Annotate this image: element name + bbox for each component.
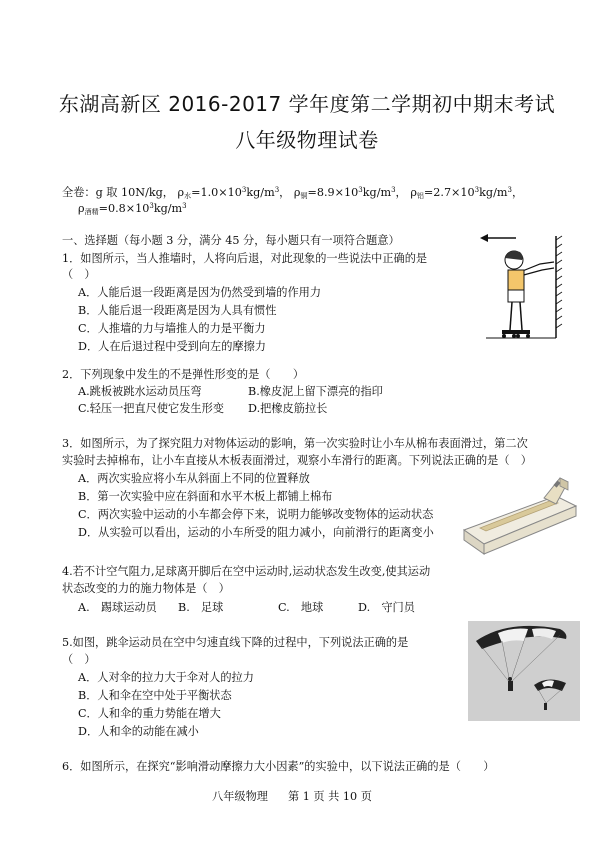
question-2-option-a: A.跳板被跳水运动员压弯 xyxy=(78,385,202,398)
rho-symbol: ρ xyxy=(177,186,185,199)
question-5-stem: 5.如图，跳伞运动员在空中匀速直线下降的过程中，下列说法正确的是 xyxy=(62,636,409,649)
oil-value: =0.8×10 xyxy=(98,202,150,215)
question-6-stem: 6．如图所示，在探究“影响滑动摩擦力大小因素”的实验中，以下说法正确的是（ ） xyxy=(62,760,495,773)
footer-page: 第 1 页 共 10 页 xyxy=(288,790,372,803)
question-2-option-b: B.橡皮泥上留下漂亮的指印 xyxy=(248,385,383,398)
question-5-option-b: B．人和伞在空中处于平衡状态 xyxy=(78,689,232,702)
question-1-option-d: D．人在后退过程中受到向左的摩擦力 xyxy=(78,340,266,353)
constants-line-2 xyxy=(78,199,187,219)
question-5-option-d: D．人和伞的动能在减小 xyxy=(78,725,199,738)
question-1-option-a: A．人能后退一段距离是因为仍然受到墙的作用力 xyxy=(78,286,322,299)
sep: ， xyxy=(279,186,291,199)
unit: kg/m xyxy=(479,186,508,199)
question-1-stem-2: （ ） xyxy=(62,268,96,281)
aluminum-sub: 铝 xyxy=(416,192,424,200)
question-3-option-b: B．第一次实验中应在斜面和水平木板上都铺上棉布 xyxy=(78,490,333,503)
question-3-option-a: A．两次实验应将小车从斜面上不同的位置释放 xyxy=(78,472,310,485)
rho-symbol: ρ xyxy=(293,186,301,199)
question-4-stem: 4.若不计空气阻力,足球离开脚后在空中运动时,运动状态发生改变,使其运动 xyxy=(62,565,431,578)
person-pushing-wall-figure xyxy=(476,226,566,346)
section-heading: 一、选择题（每小题 3 分，满分 45 分，每小题只有一项符合题意） xyxy=(62,234,400,247)
question-5-option-a: A．人对伞的拉力大于伞对人的拉力 xyxy=(78,671,254,684)
unit-exp: 3 xyxy=(391,186,396,194)
question-1-option-b: B．人能后退一段距离是因为人具有惯性 xyxy=(78,304,277,317)
exp: 3 xyxy=(474,186,480,194)
water-sub: 水 xyxy=(184,192,192,200)
question-3-option-d: D．从实验可以看出，运动的小车所受的阻力减小，向前滑行的距离变小 xyxy=(78,526,434,539)
rho-symbol: ρ xyxy=(410,186,417,199)
question-2-option-c: C.轻压一把直尺使它发生形变 xyxy=(78,402,224,415)
page-subtitle: 八年级物理试卷 xyxy=(235,128,379,152)
oil-sub: 酒精 xyxy=(84,208,99,216)
unit-exp: 3 xyxy=(507,186,512,194)
constant-g: g 取 10N/kg， xyxy=(95,186,174,199)
question-3-stem-2: 实验时去掉棉布，让小车直接从木板表面滑过，观察小车滑行的距离。下列说法正确的是（ ） xyxy=(62,454,532,467)
question-1-stem: 1．如图所示，当人推墙时，人将向后退，对此现象的一些说法中正确的是 xyxy=(62,252,428,265)
question-4-option-c: C. 地球 xyxy=(278,601,324,614)
exp: 3 xyxy=(358,186,363,194)
unit-exp: 3 xyxy=(182,202,187,210)
question-4-stem-2: 状态改变的力的施力物体是（ ） xyxy=(62,582,230,595)
question-3-stem: 3．如图所示，为了探究阻力对物体运动的影响，第一次实验时让小车从棉布表面滑过，第二次 xyxy=(62,437,528,450)
unit: kg/m xyxy=(153,202,183,215)
constants-prefix: 全卷： xyxy=(62,186,96,199)
question-4-option-d: D. 守门员 xyxy=(358,601,415,614)
incline-board-figure xyxy=(460,468,580,558)
copper-sub: 铜 xyxy=(300,192,308,200)
question-3-option-c: C．两次实验中运动的小车都会停下来，说明力能够改变物体的运动状态 xyxy=(78,508,434,521)
aluminum-value: =2.7×10 xyxy=(423,186,475,199)
unit: kg/m xyxy=(362,186,392,199)
page-title: 东湖高新区 2016-2017 学年度第二学期初中期末考试 xyxy=(58,92,556,116)
footer-subject: 八年级物理 xyxy=(212,790,268,803)
parachute-figure xyxy=(468,621,580,721)
question-5-option-c: C．人和伞的重力势能在增大 xyxy=(78,707,221,720)
exp: 3 xyxy=(241,186,247,194)
water-value: =1.0×10 xyxy=(191,186,242,199)
question-1-option-c: C．人推墙的力与墙推人的力是平衡力 xyxy=(78,322,266,335)
question-2-option-d: D.把橡皮筋拉长 xyxy=(248,402,328,415)
question-5-stem-2: （ ） xyxy=(62,653,96,666)
copper-value: =8.9×10 xyxy=(307,186,359,199)
question-4-option-b: B. 足球 xyxy=(178,601,224,614)
question-4-option-a: A. 踢球运动员 xyxy=(78,601,157,614)
unit: kg/m xyxy=(246,186,275,199)
sep: ， xyxy=(511,186,524,199)
exp: 3 xyxy=(149,202,154,210)
sep: ， xyxy=(395,186,407,199)
unit-exp: 3 xyxy=(274,186,280,194)
rho-symbol: ρ xyxy=(78,202,85,215)
question-2-stem: 2．下列现象中发生的不是弹性形变的是（ ） xyxy=(62,368,305,381)
